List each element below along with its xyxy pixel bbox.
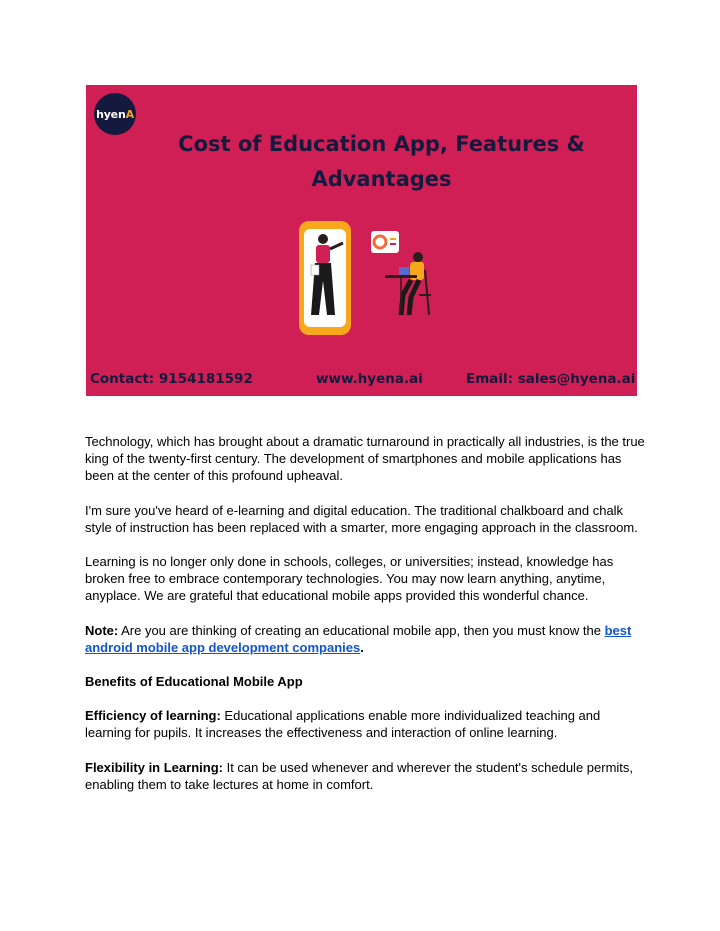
banner-website: www.hyena.ai [316, 371, 423, 387]
banner-title-line2: Advantages [311, 167, 452, 191]
benefit-efficiency-text: Educational applications enable more individualized teaching and learning for pupils. It increases the effectiveness and interaction of online learning. [85, 708, 601, 741]
desk [385, 275, 417, 278]
note-label: Note: [85, 623, 119, 638]
student-head [413, 252, 423, 262]
banner-title [146, 127, 617, 197]
logo-text: hyen [96, 107, 126, 121]
benefit-flexibility-label: Flexibility in Learning: [85, 760, 223, 775]
education-illustration [291, 215, 451, 345]
banner-email: Email: sales@hyena.ai [466, 371, 636, 387]
benefit-flexibility-text: It can be used whenever and wherever the student's schedule permits, enabling them to take lectures at home in comfort. [85, 760, 634, 793]
benefit-flexibility [85, 759, 645, 793]
paragraph-learning: Learning is no longer only done in schools, colleges, or universities; instead, knowledge has broken free to embrace contemporary technologies. You may now learn anything, anytime, anyplace. We are grateful that educational mobile apps provided this wonderful chance. [85, 554, 614, 604]
banner-contact: Contact: 9154181592 [90, 371, 253, 387]
benefit-efficiency-label: Efficiency of learning: [85, 708, 221, 723]
paragraph-elearning: I'm sure you've heard of e-learning and digital education. The traditional chalkboard and chalk style of instruction has been replaced with a smarter, more engaging approach in the classroom. [85, 503, 638, 536]
benefit-efficiency [85, 707, 645, 741]
note-text: Are you are thinking of creating an educational mobile app, then you must know the [118, 623, 605, 638]
hero-banner [86, 85, 637, 396]
paragraph-intro: Technology, which has brought about a dramatic turnaround in practically all industries, is the true king of the twenty-first century. The development of smartphones and mobile applications has been at the center of this profound upheaval. [85, 434, 645, 484]
hyena-logo [94, 93, 136, 135]
teacher-body [316, 245, 330, 263]
logo-accent: A [125, 107, 134, 121]
companies-link[interactable]: best android mobile app development companies [85, 623, 632, 656]
teacher-head [318, 234, 328, 244]
section-heading: Benefits of Educational Mobile App [85, 674, 303, 689]
note-paragraph [85, 622, 645, 656]
banner-title-line1: Cost of Education App, Features & [178, 132, 585, 156]
note-end: . [360, 640, 364, 656]
